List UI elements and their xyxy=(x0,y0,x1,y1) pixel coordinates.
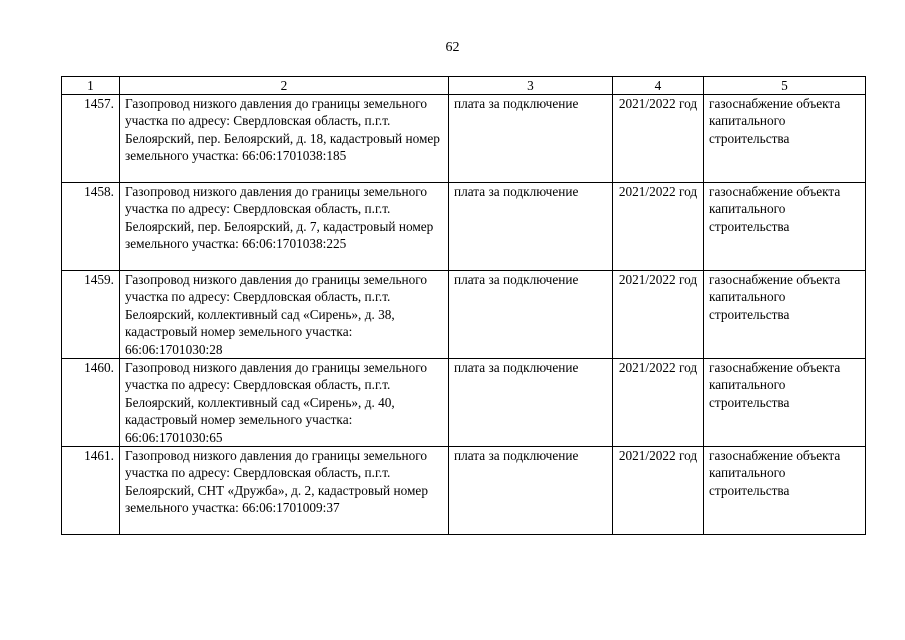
year-cell: 2021/2022 год xyxy=(613,359,704,447)
table-row xyxy=(62,359,866,447)
description-cell: Газопровод низкого давления до границы земельного участка по адресу: Свердловская область, п.г.т. Белоярский, пер. Белоярский, д. 18, кадастровый номер земельного участка: 66:06:1701038:185 xyxy=(120,95,449,183)
table-row xyxy=(62,271,866,359)
type-cell: плата за подключение xyxy=(449,271,613,359)
column-header: 1 xyxy=(62,77,120,95)
table-row xyxy=(62,95,866,183)
table-row xyxy=(62,183,866,271)
type-cell: плата за подключение xyxy=(449,359,613,447)
description-cell: Газопровод низкого давления до границы земельного участка по адресу: Свердловская область, п.г.т. Белоярский, коллективный сад «Сирень», д. 38, кадастровый номер земельного участка: 66:06:1701030:28 xyxy=(120,271,449,359)
type-cell: плата за подключение xyxy=(449,95,613,183)
column-header: 5 xyxy=(704,77,866,95)
page-number: 62 xyxy=(445,40,460,55)
year-cell: 2021/2022 год xyxy=(613,95,704,183)
column-header: 2 xyxy=(120,77,449,95)
purpose-cell: газоснабжение объекта капитального строительства xyxy=(704,447,866,535)
row-number-cell: 1459. xyxy=(62,271,120,359)
row-number-cell: 1457. xyxy=(62,95,120,183)
year-cell: 2021/2022 год xyxy=(613,271,704,359)
table-row xyxy=(62,447,866,535)
year-cell: 2021/2022 год xyxy=(613,183,704,271)
column-header: 3 xyxy=(449,77,613,95)
purpose-cell: газоснабжение объекта капитального строительства xyxy=(704,271,866,359)
column-header: 4 xyxy=(613,77,704,95)
purpose-cell: газоснабжение объекта капитального строительства xyxy=(704,95,866,183)
row-number-cell: 1461. xyxy=(62,447,120,535)
type-cell: плата за подключение xyxy=(449,183,613,271)
description-cell: Газопровод низкого давления до границы земельного участка по адресу: Свердловская область, п.г.т. Белоярский, пер. Белоярский, д. 7, кадастровый номер земельного участка: 66:06:1701038:225 xyxy=(120,183,449,271)
description-cell: Газопровод низкого давления до границы земельного участка по адресу: Свердловская область, п.г.т. Белоярский, коллективный сад «Сирень», д. 40, кадастровый номер земельного участка: 66:06:1701030:65 xyxy=(120,359,449,447)
data-table xyxy=(61,76,866,535)
year-cell: 2021/2022 год xyxy=(613,447,704,535)
type-cell: плата за подключение xyxy=(449,447,613,535)
row-number-cell: 1460. xyxy=(62,359,120,447)
description-cell: Газопровод низкого давления до границы земельного участка по адресу: Свердловская область, п.г.т. Белоярский, СНТ «Дружба», д. 2, кадастровый номер земельного участка: 66:06:1701009:37 xyxy=(120,447,449,535)
table-header-row xyxy=(62,77,866,95)
purpose-cell: газоснабжение объекта капитального строительства xyxy=(704,359,866,447)
purpose-cell: газоснабжение объекта капитального строительства xyxy=(704,183,866,271)
row-number-cell: 1458. xyxy=(62,183,120,271)
